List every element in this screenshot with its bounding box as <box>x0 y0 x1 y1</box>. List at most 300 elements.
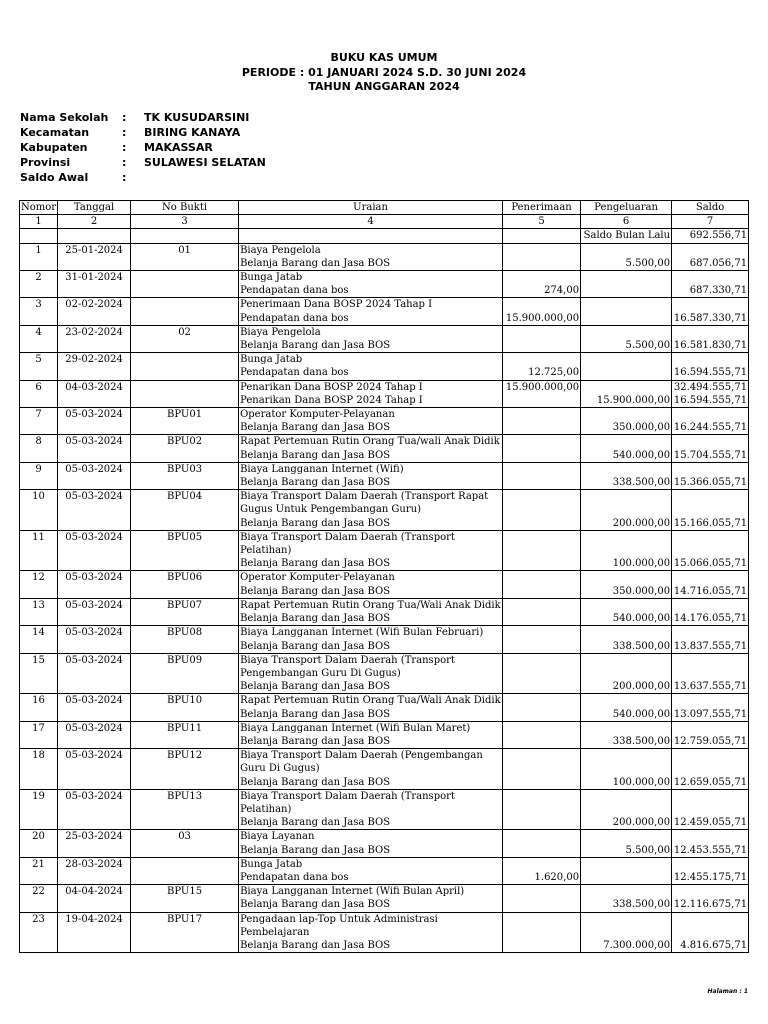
row-description-cell <box>239 885 503 912</box>
row-expense-cell <box>581 912 672 953</box>
row-description-cell <box>239 243 503 270</box>
row-income <box>504 476 579 489</box>
row-expense: 15.900.000,00 <box>596 394 671 406</box>
row-receipt-no: BPU15 <box>131 885 239 912</box>
row-description-cell <box>239 912 503 953</box>
row-description-cell <box>239 298 503 325</box>
row-description-cell <box>239 694 503 721</box>
row-description: Belanja Barang dan Jasa BOS <box>240 422 391 434</box>
row-balance <box>673 694 747 707</box>
row-balance <box>673 435 747 448</box>
row-balance-cell <box>672 721 749 748</box>
row-expense <box>582 366 670 379</box>
row-description: Biaya Transport Dalam Daerah (Transport Pelatihan) <box>240 531 455 557</box>
info-colon: : <box>122 111 127 124</box>
row-description: Belanja Barang dan Jasa BOS <box>240 449 391 461</box>
row-description: Belanja Barang dan Jasa BOS <box>240 776 391 788</box>
row-number: 19 <box>20 789 58 830</box>
row-receipt-no: BPU01 <box>131 408 239 435</box>
row-description: Belanja Barang dan Jasa BOS <box>240 735 391 747</box>
row-expense <box>582 722 670 735</box>
row-income <box>504 722 579 735</box>
row-description-cell <box>239 857 503 884</box>
info-colon: : <box>122 126 127 139</box>
row-expense: 100.000,00 <box>612 558 671 570</box>
row-expense-cell <box>581 694 672 721</box>
row-date: 05-03-2024 <box>58 626 131 653</box>
row-number: 9 <box>20 462 58 489</box>
row-balance-cell <box>672 626 749 653</box>
row-balance-cell <box>672 857 749 884</box>
row-description-cell <box>239 530 503 571</box>
row-description-cell <box>239 598 503 625</box>
column-number: 3 <box>131 215 239 229</box>
row-expense: 5.500,00 <box>625 844 671 856</box>
row-date: 29-02-2024 <box>58 353 131 380</box>
row-expense <box>582 435 670 448</box>
row-number: 20 <box>20 830 58 857</box>
column-number: 2 <box>58 215 131 229</box>
table-row <box>20 298 749 325</box>
row-income <box>504 939 579 952</box>
row-income <box>504 585 579 598</box>
row-receipt-no: BPU05 <box>131 530 239 571</box>
row-date: 05-03-2024 <box>58 571 131 598</box>
row-date: 05-03-2024 <box>58 721 131 748</box>
row-receipt-no: 02 <box>131 325 239 352</box>
table-row <box>20 490 749 531</box>
column-header: Penerimaan <box>503 201 581 215</box>
row-expense <box>582 381 670 394</box>
table-row <box>20 435 749 462</box>
row-expense <box>582 271 670 284</box>
row-balance-cell <box>672 830 749 857</box>
table-row <box>20 830 749 857</box>
row-income <box>504 326 579 339</box>
row-income-cell <box>503 857 581 884</box>
row-date: 02-02-2024 <box>58 298 131 325</box>
row-balance <box>673 271 747 284</box>
table-row <box>20 694 749 721</box>
column-number: 7 <box>672 215 749 229</box>
row-income-cell <box>503 462 581 489</box>
row-income-cell <box>503 353 581 380</box>
row-income <box>504 898 579 911</box>
table-row <box>20 626 749 653</box>
row-number: 17 <box>20 721 58 748</box>
row-date: 31-01-2024 <box>58 271 131 298</box>
row-number: 2 <box>20 271 58 298</box>
row-income <box>504 708 579 721</box>
column-number: 4 <box>239 215 503 229</box>
header-row <box>20 201 749 215</box>
row-expense: 200.000,00 <box>612 681 671 693</box>
row-balance: 4.816.675,71 <box>680 939 748 951</box>
row-receipt-no: BPU12 <box>131 749 239 790</box>
row-balance: 13.837.555,71 <box>673 640 748 652</box>
row-expense-cell <box>581 626 672 653</box>
row-description: Belanja Barang dan Jasa BOS <box>240 681 391 693</box>
row-description: Belanja Barang dan Jasa BOS <box>240 517 391 529</box>
row-receipt-no: 01 <box>131 243 239 270</box>
row-income-cell <box>503 408 581 435</box>
row-balance: 12.759.055,71 <box>673 735 748 747</box>
column-header: Tanggal <box>58 201 131 215</box>
row-expense-cell <box>581 490 672 531</box>
row-income-cell <box>503 749 581 790</box>
row-date: 05-03-2024 <box>58 653 131 694</box>
row-balance-cell <box>672 571 749 598</box>
row-date: 05-03-2024 <box>58 694 131 721</box>
row-date: 23-02-2024 <box>58 325 131 352</box>
row-description: Operator Komputer-Pelayanan <box>240 409 395 421</box>
column-header: Saldo <box>672 201 749 215</box>
row-balance <box>673 408 747 421</box>
row-balance-cell <box>672 298 749 325</box>
row-expense-cell <box>581 271 672 298</box>
opening-balance-value: 692.556,71 <box>672 229 749 243</box>
row-income <box>504 844 579 857</box>
row-description: Belanja Barang dan Jasa BOS <box>240 708 391 720</box>
opening-balance-row <box>20 229 749 243</box>
table-row <box>20 408 749 435</box>
info-colon: : <box>122 141 127 154</box>
row-expense <box>582 858 670 871</box>
row-balance <box>673 654 747 667</box>
row-expense: 540.000,00 <box>612 613 671 625</box>
row-date: 25-03-2024 <box>58 830 131 857</box>
row-number: 18 <box>20 749 58 790</box>
row-income <box>504 749 579 762</box>
row-income <box>504 626 579 639</box>
row-description: Belanja Barang dan Jasa BOS <box>240 558 391 570</box>
info-value: MAKASSAR <box>144 141 213 154</box>
row-expense <box>582 654 670 667</box>
row-expense <box>582 408 670 421</box>
row-description-cell <box>239 408 503 435</box>
row-income <box>504 913 579 926</box>
row-income-cell <box>503 325 581 352</box>
row-description: Biaya Langganan Internet (Wifi Bulan Maret) <box>240 722 471 734</box>
row-number: 22 <box>20 885 58 912</box>
info-label: Kecamatan <box>20 126 90 139</box>
row-balance: 12.459.055,71 <box>673 817 748 829</box>
table-row <box>20 721 749 748</box>
row-income <box>504 830 579 843</box>
row-description: Biaya Pengelola <box>240 244 321 256</box>
row-expense: 350.000,00 <box>612 585 671 597</box>
row-income <box>504 421 579 434</box>
row-date: 05-03-2024 <box>58 598 131 625</box>
row-date: 05-03-2024 <box>58 408 131 435</box>
row-description: Biaya Langganan Internet (Wifi) <box>240 463 404 475</box>
row-number: 11 <box>20 530 58 571</box>
row-description-cell <box>239 626 503 653</box>
row-balance: 15.704.555,71 <box>673 449 748 461</box>
row-expense <box>582 830 670 843</box>
row-description: Rapat Pertemuan Rutin Orang Tua/wali Anak Didik <box>240 436 500 448</box>
row-description: Belanja Barang dan Jasa BOS <box>240 257 391 269</box>
row-number: 13 <box>20 598 58 625</box>
row-balance-cell <box>672 789 749 830</box>
row-balance: 16.244.555,71 <box>673 422 748 434</box>
row-balance <box>673 749 747 762</box>
row-description: Belanja Barang dan Jasa BOS <box>240 939 391 951</box>
row-description: Belanja Barang dan Jasa BOS <box>240 340 391 352</box>
row-receipt-no: BPU08 <box>131 626 239 653</box>
row-description: Biaya Transport Dalam Daerah (Pengembangan Guru Di Gugus) <box>240 750 483 775</box>
row-receipt-no: BPU04 <box>131 490 239 531</box>
row-income <box>504 885 579 898</box>
row-income-cell <box>503 885 581 912</box>
row-balance: 15.166.055,71 <box>673 517 748 529</box>
row-number: 12 <box>20 571 58 598</box>
row-balance-cell <box>672 490 749 531</box>
row-expense-cell <box>581 830 672 857</box>
row-balance: 13.097.555,71 <box>673 708 748 720</box>
row-income <box>504 735 579 748</box>
table-row <box>20 380 749 407</box>
row-description: Belanja Barang dan Jasa BOS <box>240 640 391 652</box>
row-receipt-no <box>131 298 239 325</box>
table-row <box>20 885 749 912</box>
row-expense-cell <box>581 408 672 435</box>
row-income-cell <box>503 490 581 531</box>
row-expense <box>582 353 670 366</box>
row-balance <box>673 626 747 639</box>
row-receipt-no: BPU10 <box>131 694 239 721</box>
column-number: 6 <box>581 215 672 229</box>
row-balance-cell <box>672 271 749 298</box>
row-balance-cell <box>672 408 749 435</box>
row-expense <box>582 571 670 584</box>
column-number: 1 <box>20 215 58 229</box>
row-balance <box>673 353 747 366</box>
row-income-cell <box>503 380 581 407</box>
row-income <box>504 244 579 257</box>
row-balance-cell <box>672 435 749 462</box>
row-description: Pengadaan lap-Top Untuk Administrasi Pembelajaran <box>240 913 438 938</box>
row-balance-cell <box>672 912 749 953</box>
row-receipt-no: BPU07 <box>131 598 239 625</box>
row-description: Pendapatan dana bos <box>240 871 349 883</box>
row-description: Biaya Langganan Internet (Wifi Bulan Februari) <box>240 627 484 639</box>
opening-balance-label: Saldo Bulan Lalu <box>581 229 672 243</box>
row-expense <box>582 244 670 257</box>
row-income-cell <box>503 653 581 694</box>
info-label: Saldo Awal <box>20 171 89 184</box>
row-expense: 540.000,00 <box>612 449 671 461</box>
row-expense <box>582 871 670 884</box>
row-expense-cell <box>581 885 672 912</box>
row-number: 5 <box>20 353 58 380</box>
document-period: PERIODE : 01 JANUARI 2024 S.D. 30 JUNI 2024 <box>241 66 527 79</box>
row-expense <box>582 599 670 612</box>
row-balance: 12.455.175,71 <box>673 871 748 883</box>
column-header: Pengeluaran <box>581 201 672 215</box>
row-balance: 13.637.555,71 <box>673 681 748 693</box>
row-income <box>504 612 579 625</box>
row-income <box>504 435 579 448</box>
row-expense: 7.300.000,00 <box>603 939 671 951</box>
row-balance-cell <box>672 749 749 790</box>
row-expense-cell <box>581 435 672 462</box>
row-balance-cell <box>672 325 749 352</box>
row-expense: 338.500,00 <box>612 899 671 911</box>
table-row <box>20 789 749 830</box>
row-income <box>504 640 579 653</box>
row-expense: 100.000,00 <box>612 776 671 788</box>
row-income <box>504 271 579 284</box>
row-description: Penarikan Dana BOSP 2024 Tahap I <box>240 394 423 406</box>
row-balance: 687.330,71 <box>689 285 748 297</box>
row-income: 1.620,00 <box>534 871 580 883</box>
row-income-cell <box>503 530 581 571</box>
row-income <box>504 599 579 612</box>
row-description: Penerimaan Dana BOSP 2024 Tahap I <box>240 299 433 311</box>
row-income-cell <box>503 571 581 598</box>
row-description-cell <box>239 571 503 598</box>
row-balance-cell <box>672 530 749 571</box>
row-balance <box>673 722 747 735</box>
document-title: BUKU KAS UMUM <box>330 51 438 64</box>
row-balance-cell <box>672 243 749 270</box>
row-description: Biaya Langganan Internet (Wifi Bulan April) <box>240 886 465 898</box>
row-number: 23 <box>20 912 58 953</box>
row-income-cell <box>503 789 581 830</box>
row-expense: 338.500,00 <box>612 477 671 489</box>
row-description-cell <box>239 435 503 462</box>
row-expense: 338.500,00 <box>612 640 671 652</box>
row-expense: 5.500,00 <box>625 340 671 352</box>
row-description-cell <box>239 353 503 380</box>
row-number: 14 <box>20 626 58 653</box>
row-receipt-no: BPU06 <box>131 571 239 598</box>
column-header: Uraian <box>239 201 503 215</box>
row-description-cell <box>239 380 503 407</box>
table-row <box>20 912 749 953</box>
row-receipt-no: BPU09 <box>131 653 239 694</box>
row-date: 25-01-2024 <box>58 243 131 270</box>
column-header: No Bukti <box>131 201 239 215</box>
row-number: 1 <box>20 243 58 270</box>
row-number: 16 <box>20 694 58 721</box>
info-colon: : <box>122 171 127 184</box>
table-row <box>20 462 749 489</box>
row-income <box>504 463 579 476</box>
table-row <box>20 243 749 270</box>
row-expense <box>582 531 670 544</box>
row-number: 8 <box>20 435 58 462</box>
info-value: BIRING KANAYA <box>144 126 241 139</box>
row-balance: 15.066.055,71 <box>673 558 748 570</box>
row-date: 05-03-2024 <box>58 749 131 790</box>
row-description: Belanja Barang dan Jasa BOS <box>240 477 391 489</box>
row-income: 274,00 <box>544 285 580 297</box>
row-balance <box>673 571 747 584</box>
row-expense-cell <box>581 749 672 790</box>
row-balance <box>673 599 747 612</box>
row-balance <box>673 326 747 339</box>
row-balance: 687.056,71 <box>689 257 748 269</box>
row-expense: 540.000,00 <box>612 708 671 720</box>
row-income <box>504 790 579 803</box>
row-receipt-no <box>131 353 239 380</box>
row-balance: 15.366.055,71 <box>673 477 748 489</box>
row-balance <box>673 298 747 311</box>
row-receipt-no <box>131 857 239 884</box>
row-balance-cell <box>672 653 749 694</box>
row-balance-cell <box>672 694 749 721</box>
row-expense <box>582 463 670 476</box>
row-number: 6 <box>20 380 58 407</box>
row-expense-cell <box>581 462 672 489</box>
row-expense-cell <box>581 243 672 270</box>
row-expense: 5.500,00 <box>625 257 671 269</box>
table-row <box>20 598 749 625</box>
info-label: Kabupaten <box>20 141 88 154</box>
row-income <box>504 339 579 352</box>
row-description-cell <box>239 830 503 857</box>
row-income <box>504 257 579 270</box>
row-description: Belanja Barang dan Jasa BOS <box>240 817 391 829</box>
row-date: 05-03-2024 <box>58 462 131 489</box>
row-balance: 12.116.675,71 <box>673 899 748 911</box>
row-description: Biaya Transport Dalam Daerah (Transport Pengembangan Guru Di Gugus) <box>240 654 455 679</box>
row-balance: 12.659.055,71 <box>673 776 748 788</box>
row-date: 05-03-2024 <box>58 435 131 462</box>
row-description: Biaya Transport Dalam Daerah (Transport Rapat Gugus Untuk Pengembangan Guru) <box>240 491 489 516</box>
row-date: 04-04-2024 <box>58 885 131 912</box>
row-income-cell <box>503 912 581 953</box>
row-description-cell <box>239 462 503 489</box>
row-income-cell <box>503 694 581 721</box>
info-label: Nama Sekolah <box>20 111 109 124</box>
row-date: 05-03-2024 <box>58 789 131 830</box>
row-description-cell <box>239 789 503 830</box>
row-description: Belanja Barang dan Jasa BOS <box>240 899 391 911</box>
row-income <box>504 858 579 871</box>
row-expense-cell <box>581 857 672 884</box>
row-income <box>504 353 579 366</box>
row-expense-cell <box>581 571 672 598</box>
row-balance: 16.594.555,71 <box>673 394 748 406</box>
row-balance-cell <box>672 353 749 380</box>
row-number: 10 <box>20 490 58 531</box>
row-income <box>504 517 579 530</box>
row-income <box>504 394 579 407</box>
row-expense <box>582 298 670 311</box>
document-year: TAHUN ANGGARAN 2024 <box>308 80 460 93</box>
row-description: Penarikan Dana BOSP 2024 Tahap I <box>240 381 423 393</box>
row-receipt-no: BPU11 <box>131 721 239 748</box>
row-description-cell <box>239 721 503 748</box>
row-expense-cell <box>581 789 672 830</box>
row-description: Biaya Layanan <box>240 831 315 843</box>
row-balance <box>673 913 747 926</box>
row-balance <box>673 790 747 803</box>
row-income <box>504 490 579 503</box>
info-value: TK KUSUDARSINI <box>144 111 250 124</box>
info-label: Provinsi <box>20 156 71 169</box>
row-income-cell <box>503 721 581 748</box>
row-balance: 16.587.330,71 <box>673 312 748 324</box>
row-expense <box>582 749 670 762</box>
row-description-cell <box>239 271 503 298</box>
row-income <box>504 654 579 667</box>
row-balance: 12.453.555,71 <box>673 844 748 856</box>
table-row <box>20 857 749 884</box>
